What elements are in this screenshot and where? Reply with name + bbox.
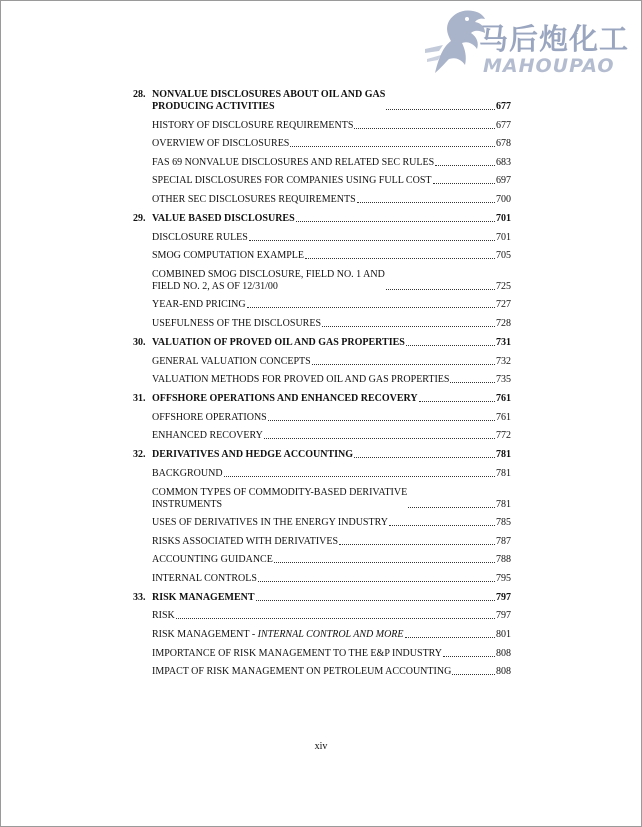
entry-title (152, 318, 321, 330)
dot-leader (290, 146, 495, 147)
entry-title (152, 517, 388, 529)
toc-entry[interactable] (152, 232, 511, 244)
toc-entry[interactable] (152, 299, 511, 311)
toc-entry[interactable] (152, 318, 511, 330)
toc-entry[interactable] (152, 573, 511, 585)
entry-page: 705 (496, 250, 511, 262)
chapter-number: 28. (133, 89, 146, 100)
entry-page: 787 (496, 535, 511, 547)
entry-page: 761 (496, 411, 511, 423)
chapter-page: 797 (496, 591, 511, 603)
dot-leader (386, 109, 495, 110)
toc-chapter (133, 393, 511, 442)
chapter-heading[interactable] (152, 592, 511, 604)
entry-page: 785 (496, 517, 511, 529)
dot-leader (443, 656, 495, 657)
entry-page: 700 (496, 193, 511, 205)
entry-title-text: OTHER SEC DISCLOSURES REQUIREMENTS (152, 193, 356, 205)
chapter-heading[interactable] (152, 393, 511, 405)
entry-page: 697 (496, 175, 511, 187)
toc-entry[interactable] (152, 250, 511, 262)
toc-entry[interactable] (152, 356, 511, 368)
entry-title (152, 430, 263, 442)
entry-title (152, 648, 442, 660)
toc-entry[interactable] (152, 629, 511, 641)
chapter-title: RISK MANAGEMENT (152, 591, 255, 603)
chapter-title: OFFSHORE OPERATIONS AND ENHANCED RECOVERY (152, 393, 418, 405)
dot-leader (406, 345, 495, 346)
dot-leader (249, 240, 495, 241)
toc-entry[interactable] (152, 194, 511, 206)
dot-leader (419, 401, 495, 402)
chapter-heading[interactable] (152, 89, 511, 113)
dot-leader (433, 183, 496, 184)
entry-page: 788 (496, 554, 511, 566)
dot-leader (386, 289, 495, 290)
entry-page: 801 (496, 629, 511, 641)
entry-page: 677 (496, 119, 511, 131)
dot-leader (435, 165, 495, 166)
dot-leader (247, 307, 495, 308)
entry-title-text: VALUATION METHODS FOR PROVED OIL AND GAS PROPERTIES (152, 374, 450, 386)
chapter-number: 33. (133, 591, 146, 603)
toc-entry[interactable] (152, 412, 511, 424)
chapter-page: 677 (496, 101, 511, 112)
entry-title-text: OVERVIEW OF DISCLOSURES (152, 138, 290, 150)
entry-title-text: INTERNAL CONTROLS (152, 572, 257, 584)
chapter-heading[interactable] (152, 213, 511, 225)
entry-title-text: GENERAL VALUATION CONCEPTS (152, 355, 311, 367)
toc-entry[interactable] (152, 648, 511, 660)
entry-title (152, 374, 449, 386)
entry-title (152, 138, 289, 150)
entry-page: 725 (496, 280, 511, 292)
toc-entry[interactable] (152, 536, 511, 548)
entry-title (152, 175, 432, 187)
chapter-title: VALUE BASED DISCLOSURES (152, 212, 295, 224)
entry-title-text: DISCLOSURE RULES (152, 231, 248, 243)
entry-page: 772 (496, 430, 511, 442)
chapter-title: NONVALUE DISCLOSURES ABOUT OIL AND GAS PRODUCING ACTIVITIES (152, 89, 386, 112)
entry-page: 732 (496, 355, 511, 367)
chapter-page: 701 (496, 212, 511, 224)
entry-title (152, 232, 248, 244)
entry-title (152, 157, 434, 169)
dot-leader (354, 457, 495, 458)
dot-leader (176, 618, 495, 619)
chapter-page: 781 (496, 449, 511, 461)
entry-title-text: ACCOUNTING GUIDANCE (152, 554, 273, 566)
entry-title-text: OFFSHORE OPERATIONS (152, 411, 267, 423)
entry-title (152, 666, 451, 678)
toc-entry[interactable] (152, 157, 511, 169)
toc-chapter (133, 337, 511, 386)
entry-page: 781 (496, 498, 511, 510)
entry-title (152, 250, 304, 262)
entry-title-italic: INTERNAL CONTROL AND MORE (257, 629, 404, 641)
entry-page: 797 (496, 610, 511, 622)
entry-title-text: FAS 69 NONVALUE DISCLOSURES AND RELATED SEC RULES (152, 156, 435, 168)
dot-leader (450, 382, 495, 383)
chapter-page: 761 (496, 393, 511, 405)
entry-title-text: COMMON TYPES OF COMMODITY-BASED DERIVATIVE INSTRUMENTS (152, 486, 408, 510)
entry-title (152, 356, 311, 368)
entry-title-text: RISK (152, 610, 175, 622)
chapter-title: DERIVATIVES AND HEDGE ACCOUNTING (152, 449, 354, 461)
entry-title (152, 536, 338, 548)
dot-leader (268, 420, 495, 421)
chapter-number: 31. (133, 393, 146, 405)
entry-title-text: ENHANCED RECOVERY (152, 430, 263, 442)
toc-chapter (133, 592, 511, 678)
entry-title-text: YEAR-END PRICING (152, 299, 246, 311)
toc-entry[interactable] (152, 610, 511, 622)
toc-entry[interactable] (152, 554, 511, 566)
entry-page: 678 (496, 138, 511, 150)
table-of-contents (133, 89, 511, 678)
toc-chapter (133, 89, 511, 206)
dot-leader (224, 476, 495, 477)
entry-title-text: USEFULNESS OF THE DISCLOSURES (152, 317, 322, 329)
entry-title (152, 487, 407, 511)
entry-title-text: HISTORY OF DISCLOSURE REQUIREMENTS (152, 119, 354, 131)
entry-title-text: BACKGROUND (152, 467, 223, 479)
entry-title (152, 610, 175, 622)
watermark-logo (421, 3, 635, 83)
entry-title (152, 554, 273, 566)
dot-leader (339, 544, 495, 545)
dot-leader (312, 364, 495, 365)
toc-entry[interactable] (152, 487, 511, 511)
toc-entry[interactable] (152, 666, 511, 678)
dot-leader (274, 562, 495, 563)
page-number: xiv (314, 741, 328, 752)
entry-title (152, 468, 223, 480)
toc-entry[interactable] (152, 269, 511, 293)
entry-page: 735 (496, 374, 511, 386)
entry-title-text: IMPACT OF RISK MANAGEMENT ON PETROLEUM ACCOUNTING (152, 666, 452, 678)
entry-title (152, 573, 257, 585)
dot-leader (452, 674, 495, 675)
chapter-heading[interactable] (152, 337, 511, 349)
dot-leader (408, 507, 495, 508)
dot-leader (256, 600, 495, 601)
chapter-number: 32. (133, 449, 146, 461)
entry-title (152, 299, 246, 311)
toc-entry[interactable] (152, 430, 511, 442)
entry-page: 727 (496, 299, 511, 311)
chapter-heading[interactable] (152, 449, 511, 461)
entry-title-text: USES OF DERIVATIVES IN THE ENERGY INDUSTRY (152, 517, 388, 529)
entry-page: 781 (496, 467, 511, 479)
entry-title (152, 269, 385, 293)
dot-leader (322, 326, 495, 327)
entry-page: 728 (496, 317, 511, 329)
entry-title-text: COMBINED SMOG DISCLOSURE, FIELD NO. 1 AND FIELD NO. 2, AS OF 12/31/00 (152, 268, 385, 292)
dot-leader (354, 128, 495, 129)
entry-title (152, 629, 404, 641)
toc-entry[interactable] (152, 517, 511, 529)
entry-page: 683 (496, 156, 511, 168)
dot-leader (296, 221, 495, 222)
watermark-english-text: MAHOUPAO (483, 55, 615, 77)
dot-leader (389, 525, 495, 526)
chapter-number: 30. (133, 336, 146, 348)
dot-leader (258, 581, 495, 582)
entry-title-text: RISK MANAGEMENT - (152, 629, 258, 641)
entry-title-text: SPECIAL DISCLOSURES FOR COMPANIES USING FULL COST (152, 175, 432, 187)
entry-page: 701 (496, 231, 511, 243)
entry-page: 808 (496, 647, 511, 659)
watermark-chinese-text: 马后炮化工 (479, 22, 630, 56)
dot-leader (264, 438, 495, 439)
toc-entry[interactable] (152, 138, 511, 150)
toc-entry[interactable] (152, 175, 511, 187)
toc-entry[interactable] (152, 468, 511, 480)
toc-chapter (133, 213, 511, 330)
entry-page: 795 (496, 572, 511, 584)
toc-entry[interactable] (152, 120, 511, 132)
entry-title-text: IMPORTANCE OF RISK MANAGEMENT TO THE E&P INDUSTRY (152, 647, 443, 659)
toc-chapter (133, 449, 511, 585)
entry-title (152, 412, 267, 424)
entry-title-text: RISKS ASSOCIATED WITH DERIVATIVES (152, 535, 339, 547)
dot-leader (405, 637, 495, 638)
entry-title (152, 194, 356, 206)
entry-title-text: SMOG COMPUTATION EXAMPLE (152, 250, 304, 262)
chapter-title: VALUATION OF PROVED OIL AND GAS PROPERTIES (152, 336, 405, 348)
dot-leader (357, 202, 495, 203)
chapter-page: 731 (496, 336, 511, 348)
entry-page: 808 (496, 666, 511, 678)
toc-entry[interactable] (152, 374, 511, 386)
entry-title (152, 120, 353, 132)
chapter-number: 29. (133, 212, 146, 224)
dot-leader (305, 258, 495, 259)
